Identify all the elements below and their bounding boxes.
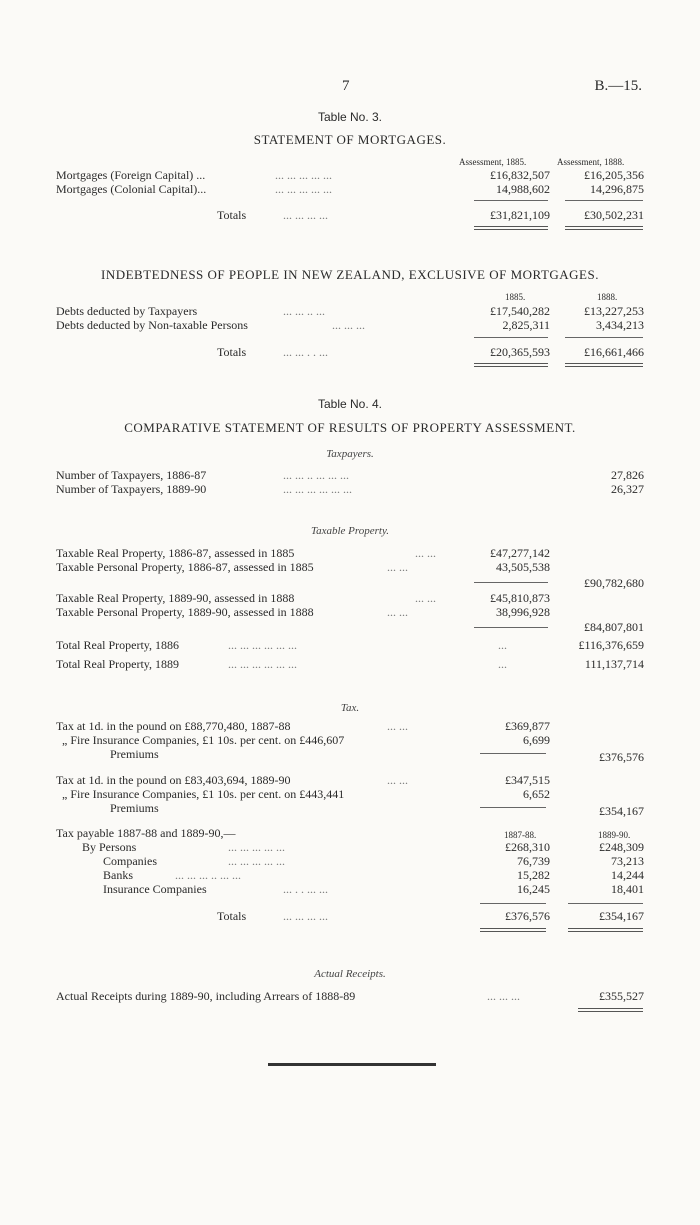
total-double-rule [480,928,546,932]
row-label: Banks [103,868,133,882]
row-leader: ... ... [387,719,408,733]
tax-total: £376,576 [599,750,644,764]
total-double-rule [474,363,548,367]
row-leader: ... ... [387,605,408,619]
row-value-1887: 16,245 [517,882,550,896]
row-value: £355,527 [599,989,644,1003]
indebtedness-heading: INDEBTEDNESS OF PEOPLE IN NEW ZEALAND, EXCLUSIVE OF MORTGAGES. [101,267,599,282]
row-leader: ... ... [415,591,436,605]
subtotal-rule [474,200,548,201]
table3-col2-header: Assessment, 1888. [557,157,625,167]
row-leader: ... ... ... [332,318,365,332]
total-double-rule [578,1008,643,1012]
subtotal-rule [565,337,643,338]
row-value: £347,515 [505,773,550,787]
row-value-1888: 3,434,213 [596,318,644,332]
total-value-1888: £16,661,466 [584,345,644,359]
subtotal-rule [565,200,643,201]
total-value-1889: £354,167 [599,909,644,923]
row-value: 38,996,928 [496,605,550,619]
row-value: £45,810,873 [490,591,550,605]
row-label: Debts deducted by Non-taxable Persons [56,318,248,332]
row-label: Taxable Real Property, 1886-87, assessed in 1885 [56,546,295,560]
row-value-1885: £17,540,282 [490,304,550,318]
row-label: Mortgages (Foreign Capital) ... [56,168,206,182]
tax-line: „ Fire Insurance Companies, £1 10s. per cent. on £443,441 [62,787,345,801]
row-value: 111,137,714 [584,657,644,671]
row-leader: ... ... . . ... [283,345,328,359]
row-leader: ... ... [415,546,436,560]
row-value: £116,376,659 [578,638,644,652]
taxpayers-subheading: Taxpayers. [326,448,374,460]
row-label: Total Real Property, 1886 [56,638,180,652]
totals-label: Totals [217,208,247,222]
row-leader: ... ... ... ... ... [275,168,332,182]
row-leader: ... ... .. ... ... ... [283,468,349,482]
tax-payable-col1-header: 1887-88. [504,830,537,840]
row-value: 26,327 [611,482,644,496]
row-label: Number of Taxpayers, 1886-87 [56,468,207,482]
row-label: Debts deducted by Taxpayers [56,304,198,318]
row-label: Total Real Property, 1889 [56,657,180,671]
row-leader: ... ... ... ... [283,909,328,923]
totals-label: Totals [217,345,247,359]
total-double-rule [565,226,643,230]
total-value-1887: £376,576 [505,909,550,923]
receipts-subheading: Actual Receipts. [314,968,386,980]
indebtedness-col1-header: 1885. [505,292,526,302]
taxable-property-subheading: Taxable Property. [310,525,389,537]
total-double-rule [565,363,643,367]
row-value-1888: £13,227,253 [584,304,644,318]
property-subtotal-1889: £84,807,801 [584,620,644,634]
row-label: Taxable Personal Property, 1886-87, assessed in 1885 [56,560,314,574]
row-label: Insurance Companies [103,882,207,896]
total-double-rule [474,226,548,230]
total-double-rule [568,928,643,932]
total-value-1888: £30,502,231 [584,208,644,222]
row-value-1887: £268,310 [505,840,550,854]
totals-label: Totals [217,909,247,923]
table4-title: Table No. 4. [317,397,383,411]
indebtedness-col2-header: 1888. [597,292,618,302]
row-value-1889: £248,309 [599,840,644,854]
table3-col1-header: Assessment, 1885. [459,157,527,167]
row-value-1887: 76,739 [517,854,550,868]
row-value: £47,277,142 [490,546,550,560]
row-leader: ... ... ... ... ... ... [228,638,297,652]
tax-payable-col2-header: 1889-90. [598,830,631,840]
tax-line: Tax at 1d. in the pound on £88,770,480, 1887-88 [56,719,291,733]
row-leader: ... ... .. ... [283,304,325,318]
row-leader: ... . . ... ... [283,882,328,896]
row-label: Taxable Personal Property, 1889-90, assessed in 1888 [56,605,314,619]
document-reference: B.—15. [594,78,642,94]
row-value-1888: £16,205,356 [584,168,644,182]
row-leader: ... ... ... [487,989,520,1003]
row-value-1889: 18,401 [611,882,644,896]
subtotal-rule [474,582,548,583]
row-leader: ... ... ... ... ... [228,840,285,854]
row-leader: ... ... ... ... ... ... [283,482,352,496]
row-leader: ... ... ... ... ... [275,182,332,196]
row-label: Mortgages (Colonial Capital)... [56,182,207,196]
row-value-1885: £16,832,507 [490,168,550,182]
row-leader: ... [498,638,507,652]
row-value: 27,826 [611,468,644,482]
row-value-1888: 14,296,875 [590,182,644,196]
row-value: 6,699 [523,733,550,747]
tax-line: Tax at 1d. in the pound on £83,403,694, 1889-90 [56,773,291,787]
row-value-1885: 14,988,602 [496,182,550,196]
row-leader: ... ... ... ... ... [228,854,285,868]
tax-total: £354,167 [599,804,644,818]
subtotal-rule [480,903,546,904]
tax-subheading: Tax. [340,702,360,714]
subtotal-rule [480,753,546,754]
page-number: 7 [342,78,350,94]
row-value-1889: 14,244 [611,868,644,882]
row-leader: ... [498,657,507,671]
row-value: 43,505,538 [496,560,550,574]
subtotal-rule [474,337,548,338]
row-leader: ... ... ... ... ... ... [228,657,297,671]
tax-line: Premiums [110,801,159,815]
row-leader: ... ... [387,773,408,787]
subtotal-rule [474,627,548,628]
property-subtotal-1886: £90,782,680 [584,576,644,590]
row-leader: ... ... ... ... [283,208,328,222]
tax-line: „ Fire Insurance Companies, £1 10s. per cent. on £446,607 [62,733,345,747]
row-value: 6,652 [523,787,550,801]
total-value-1885: £20,365,593 [490,345,550,359]
subtotal-rule [480,807,546,808]
row-leader: ... ... [387,560,408,574]
total-value-1885: £31,821,109 [490,208,550,222]
row-label: Taxable Real Property, 1889-90, assessed in 1888 [56,591,295,605]
row-value-1885: 2,825,311 [502,318,550,332]
row-label: By Persons [82,840,137,854]
row-label: Actual Receipts during 1889-90, including Arrears of 1888-89 [56,989,356,1003]
row-value-1889: 73,213 [611,854,644,868]
closing-rule [268,1063,436,1066]
row-label: Number of Taxpayers, 1889-90 [56,482,207,496]
tax-payable-label: Tax payable 1887-88 and 1889-90,— [56,826,236,840]
table4-heading: COMPARATIVE STATEMENT OF RESULTS OF PROPERTY ASSESSMENT. [124,420,576,435]
subtotal-rule [568,903,643,904]
table3-heading: STATEMENT OF MORTGAGES. [253,132,447,147]
row-label: Companies [103,854,157,868]
tax-line: Premiums [110,747,159,761]
row-value-1887: 15,282 [517,868,550,882]
row-value: £369,877 [505,719,550,733]
row-leader: ... ... ... .. ... ... [175,868,241,882]
table3-title: Table No. 3. [317,110,383,124]
